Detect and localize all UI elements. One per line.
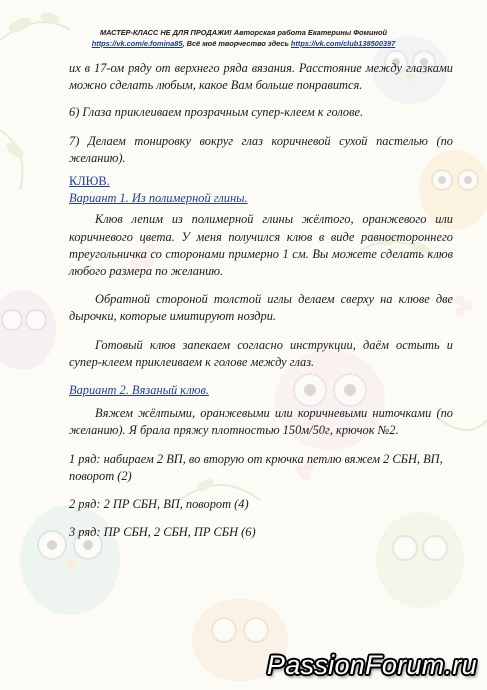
step-6: 6) Глаза приклеиваем прозрачным супер-клеем к голове. [69,105,364,120]
author-link[interactable]: https://vk.com/e.fomina85 [91,39,183,48]
heading-beak: КЛЮВ. [69,174,110,189]
owl-illustration-left [0,290,56,370]
header-middle-text: , Всё моё творчество здесь [182,39,291,48]
heading-variant-2: Вариант 2. Вязаный клюв. [69,383,209,398]
paragraph-nostrils: Обратной стороной толстой иглы делаем сверху на клюве две дырочки, которые имитируют ноздри. [69,292,453,324]
paragraph-clay-beak: Клюв лепим из полимерной глины жёлтого, оранжевого или коричневого цвета. У меня получился клюв в виде равностороннего треугольничка со сторонами примерно 1 см. Вы можете сделать клюв любого размера по желанию. [69,212,453,279]
step-7: 7) Делаем тонировку вокруг глаз коричневой сухой пастелью (по желанию). [69,133,453,165]
header-links [40,38,447,49]
paragraph-eyes-distance: их в 17-ом ряду от верхнего ряда вязания. Расстояние между глазками можно сделать любым, какое Вам больше понравится. [69,61,453,93]
page-content [69,60,453,541]
heading-variant-1: Вариант 1. Из полимерной глины. [69,191,248,206]
paragraph-bake: Готовый клюв запекаем согласно инструкции, даём остыть и супер-клеем приклеиваем к голове между глаз. [69,337,453,369]
row-2: 2 ряд: 2 ПР СБН, ВП, поворот (4) [69,497,249,512]
site-watermark: PassionForum.ru [266,650,477,680]
row-3: 3 ряд: ПР СБН, 2 СБН, ПР СБН (6) [69,525,256,540]
row-1: 1 ряд: набираем 2 ВП, во вторую от крючка петлю вяжем 2 СБН, ВП, поворот (2) [69,451,443,483]
paragraph-yarn: Вяжем жёлтыми, оранжевыми или коричневыми ниточками (по желанию). Я брала пряжу плотностью 150м/50г, крючок №2. [69,406,453,438]
club-link[interactable]: https://vk.com/club138500397 [290,39,396,48]
page-header [40,27,447,49]
header-notice: МАСТЕР-КЛАСС НЕ ДЛЯ ПРОДАЖИ! Авторская работа Екатерины Фоминой [100,28,387,37]
